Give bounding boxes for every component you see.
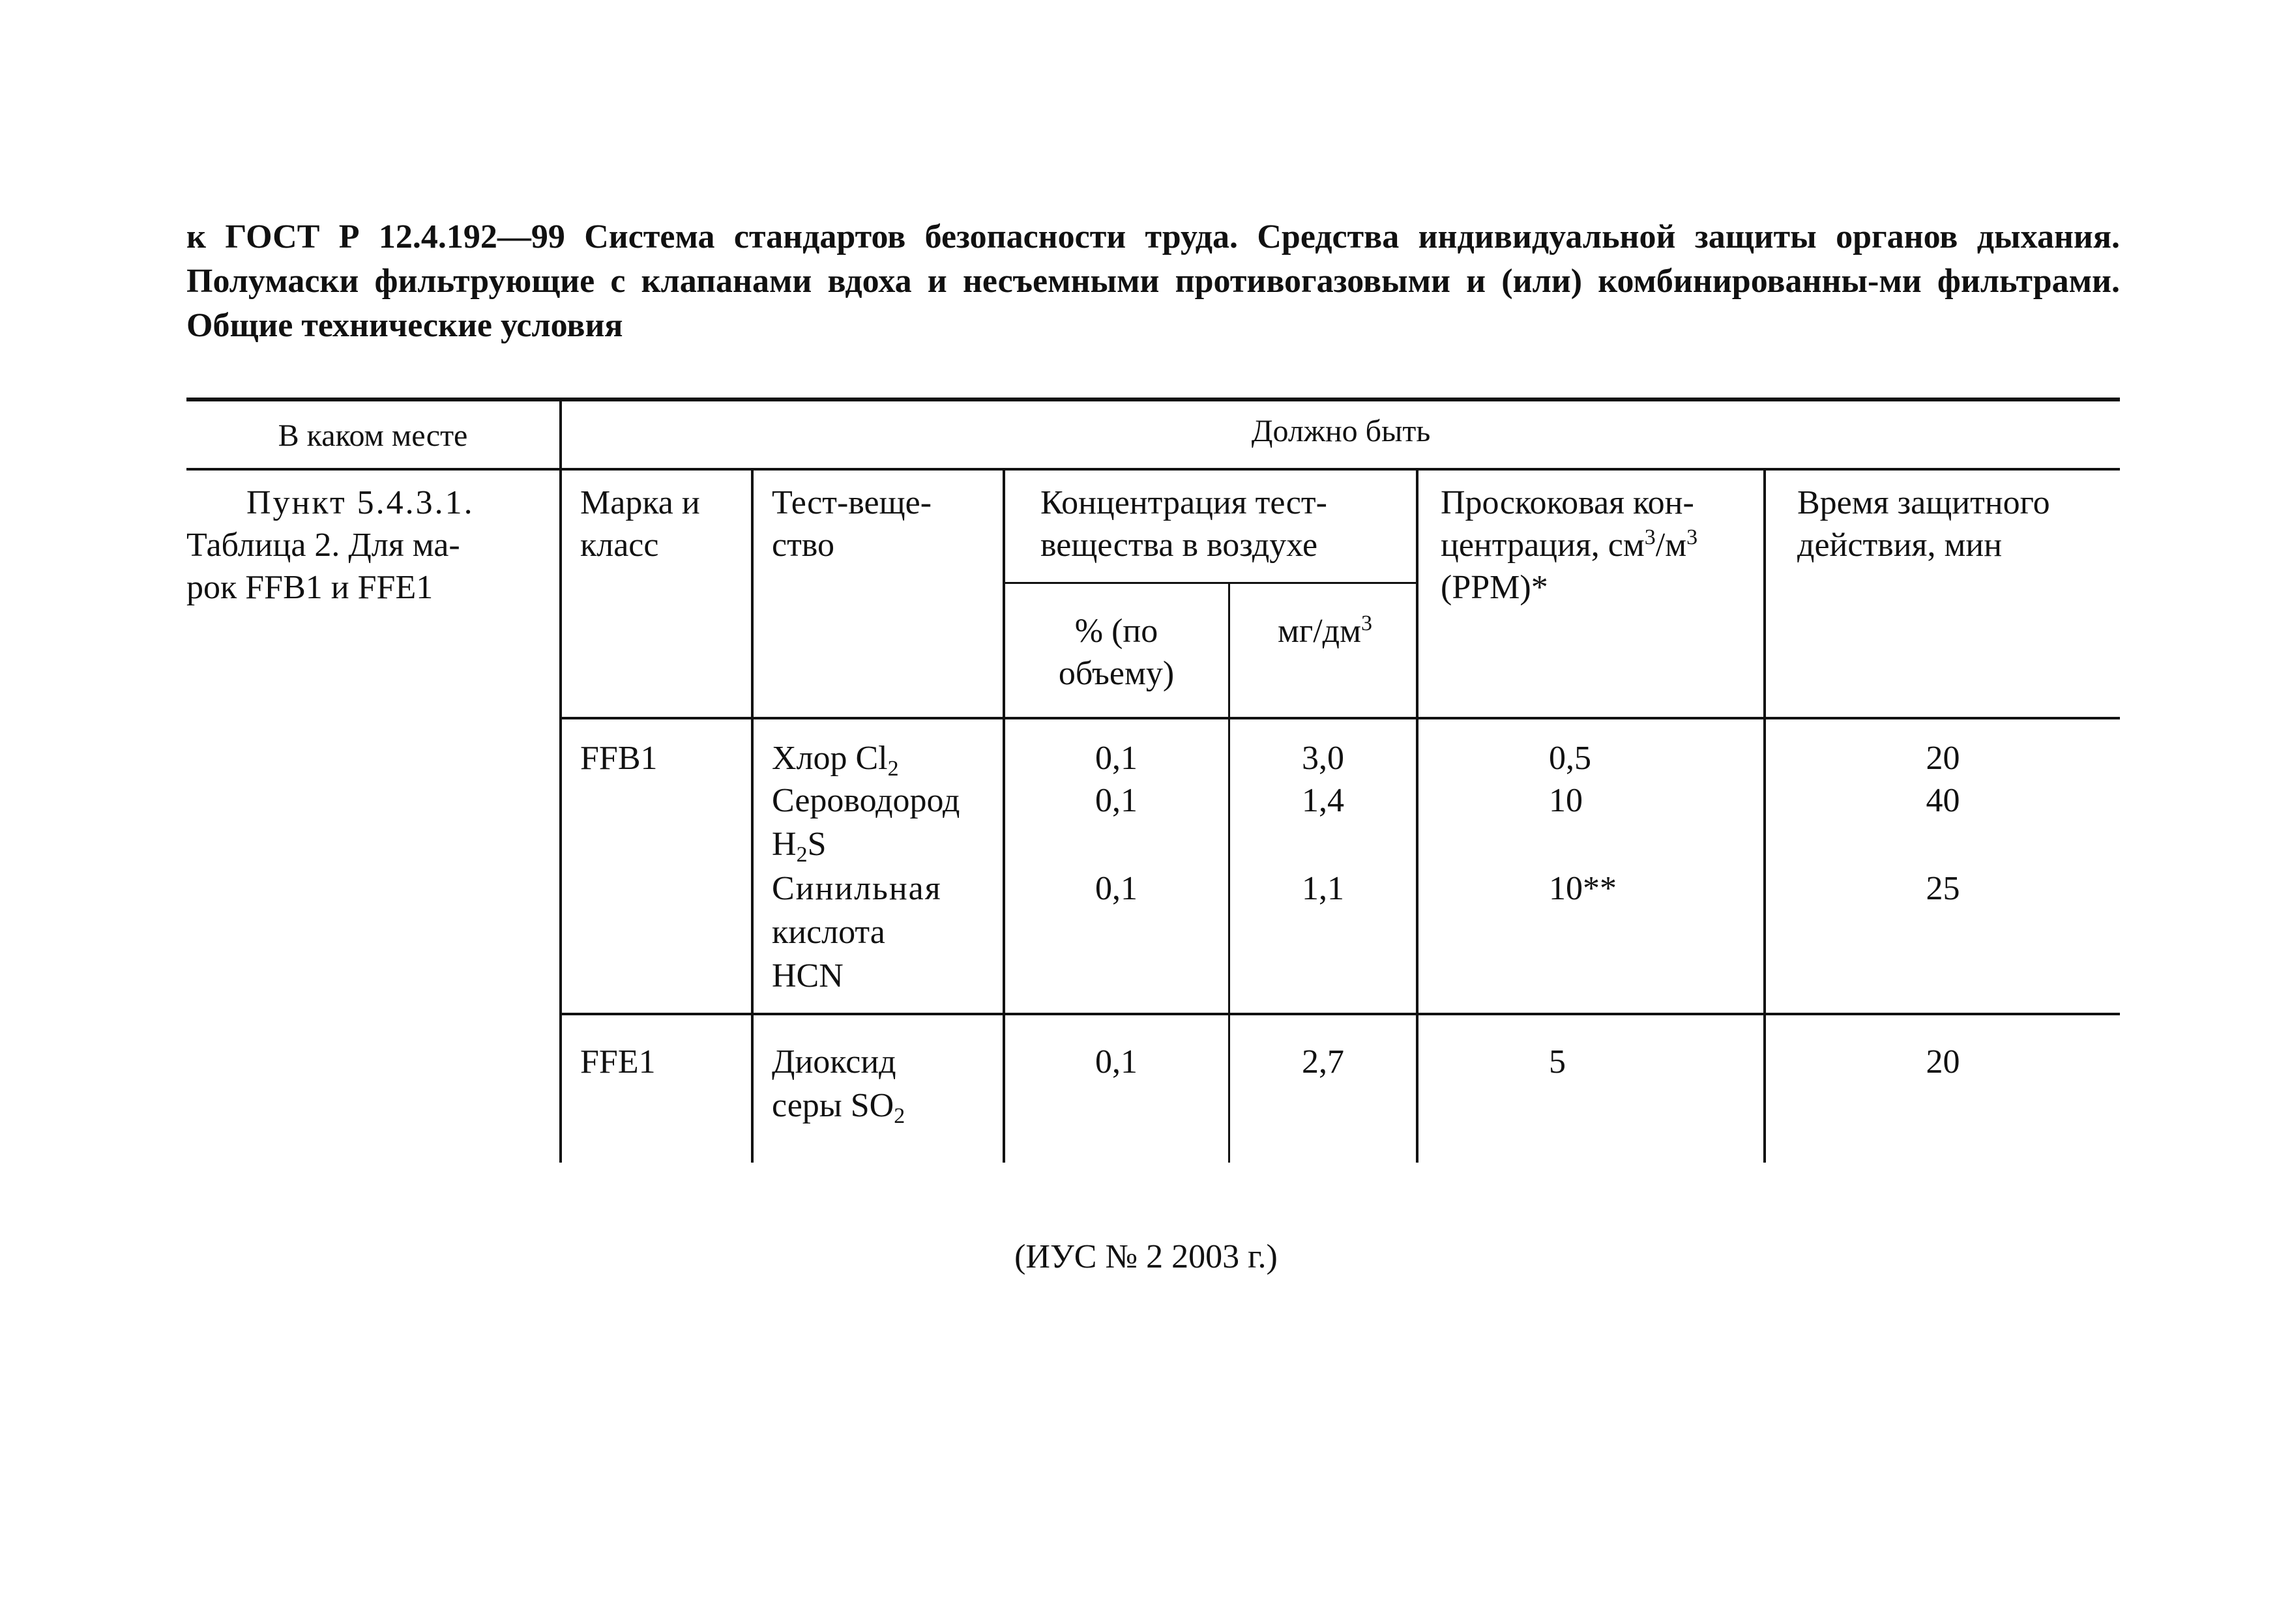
group-rule-ffb1	[559, 717, 2120, 719]
mg-chlorine: 3,0	[1302, 740, 1344, 777]
time-chlorine: 20	[1926, 740, 1960, 777]
footer-reference: (ИУС № 2 2003 г.)	[1014, 1238, 1278, 1275]
mg-so2: 2,7	[1302, 1043, 1344, 1080]
substance-hcn-line-2: кислота	[772, 914, 885, 951]
mg-h2s: 1,4	[1302, 782, 1344, 819]
header-time-line-2: действия, мин	[1797, 527, 2003, 564]
substance-hcn-line-1: Синильная	[772, 870, 942, 907]
concentration-subheader-rule	[1005, 582, 1418, 584]
place-line-2: Таблица 2. Для ма-	[186, 527, 460, 564]
header-breakthrough-line-1: Проскоковая кон-	[1441, 484, 1694, 521]
header-mark-line-1: Марка и	[580, 484, 700, 521]
percent-so2: 0,1	[1095, 1043, 1138, 1080]
header-percent-line-1: % (по	[1074, 613, 1158, 650]
percent-h2s: 0,1	[1095, 782, 1138, 819]
time-h2s: 40	[1926, 782, 1960, 819]
header-breakthrough-line-2: центрация, $см^3/м^3$	[1441, 525, 1698, 564]
percent-hcn: 0,1	[1095, 870, 1138, 907]
substance-h2s-line-1: Сероводород	[772, 782, 960, 819]
substance-so2-line-2: серы $SO_2$	[772, 1087, 905, 1128]
header-mg: $мг/дм^3$	[1278, 611, 1373, 650]
ppm-so2: 5	[1549, 1043, 1566, 1080]
col-divider-where	[559, 401, 562, 1163]
header-rule	[186, 468, 2120, 471]
percent-chlorine: 0,1	[1095, 740, 1138, 777]
substance-hcn-line-3: HCN	[772, 957, 844, 994]
time-so2: 20	[1926, 1043, 1960, 1080]
time-hcn: 25	[1926, 870, 1960, 907]
mark-ffb1: FFB1	[580, 740, 658, 777]
ppm-chlorine: 0,5	[1549, 740, 1591, 777]
mg-hcn: 1,1	[1302, 870, 1344, 907]
substance-h2s-line-2: $H_2S$	[772, 826, 827, 867]
header-substance-line-2: ство	[772, 527, 835, 564]
header-time-line-1: Время защитного	[1797, 484, 2050, 521]
ppm-hcn: 10**	[1549, 870, 1617, 907]
ppm-h2s: 10	[1549, 782, 1583, 819]
header-breakthrough-line-3: (PPM)*	[1441, 569, 1548, 606]
header-substance-line-1: Тест-веще-	[772, 484, 932, 521]
place-line-3: рок FFB1 и FFE1	[186, 569, 433, 606]
header-should-be: Должно быть	[1251, 414, 1431, 448]
header-where: В каком месте	[278, 418, 468, 453]
place-line-1: Пункт 5.4.3.1.	[246, 484, 475, 521]
col-divider-mg	[1416, 471, 1418, 1163]
group-rule-ffe1	[559, 1013, 2120, 1015]
substance-chlorine: Хлор $Cl_2$	[772, 740, 899, 781]
substance-so2-line-1: Диоксид	[772, 1043, 896, 1080]
header-concentration-line-2: вещества в воздухе	[1040, 527, 1318, 564]
col-divider-mark	[751, 471, 754, 1163]
header-percent-line-2: объему)	[1058, 655, 1175, 692]
header-concentration-line-1: Концентрация тест-	[1040, 484, 1327, 521]
table-top-rule	[186, 398, 2120, 401]
document-title: к ГОСТ Р 12.4.192—99 Система стандартов безопасности труда. Средства индивидуальной защиты органов дыхания. Полумаски фильтрующие с клапанами вдоха и несъемными противогазовыми и (или) комбинированны-ми фильтрами. Общие технические условия	[186, 218, 2120, 344]
mark-ffe1: FFE1	[580, 1043, 656, 1080]
header-mark-line-2: класс	[580, 527, 659, 564]
